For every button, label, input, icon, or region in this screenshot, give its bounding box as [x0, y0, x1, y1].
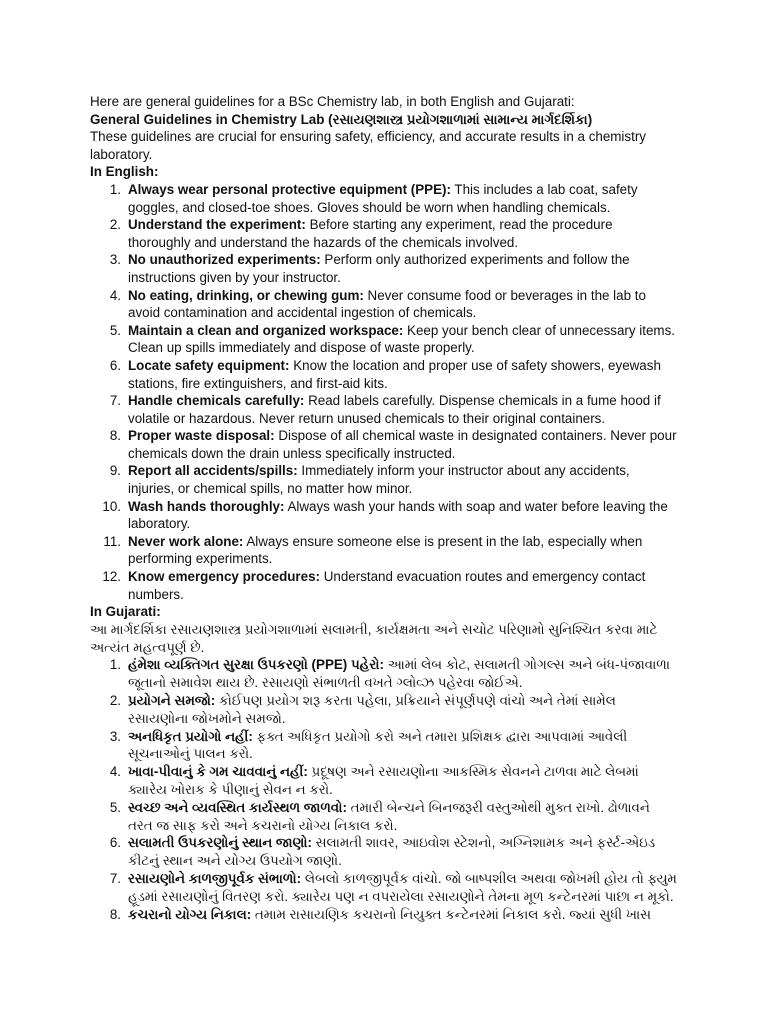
english-list-item [90, 533, 678, 568]
item-number: 5. [109, 799, 121, 815]
english-list-item [90, 357, 678, 392]
english-guidelines-list [90, 181, 678, 603]
gujarati-list-item [90, 728, 678, 764]
item-heading: Never work alone: [128, 533, 244, 549]
item-number: 6. [109, 835, 121, 851]
item-heading: Handle chemicals carefully: [128, 393, 305, 409]
english-heading: In English: [90, 164, 159, 180]
gujarati-list-item [90, 799, 678, 835]
item-heading: Locate safety equipment: [128, 357, 290, 373]
item-heading: No eating, drinking, or chewing gum: [128, 287, 364, 303]
item-heading: Always wear personal protective equipment (PPE): [128, 181, 451, 197]
english-list-item [90, 498, 678, 533]
item-number: 5. [109, 322, 121, 338]
item-text: Know the location and proper use of safety showers, eyewash stations, fire extinguishers, and first-aid kits. [128, 357, 661, 391]
item-number: 9. [109, 463, 121, 479]
gujarati-list-item [90, 906, 678, 924]
gujarati-intro-text: આ માર્ગદર્શિકા રસાયણશાસ્ત્ર પ્રયોગશાળામાં સલામતી, કાર્યક્ષમતા અને સચોટ પરિણામો સુનિશ્ચિત કરવા માટે અત્યંત મહત્વપૂર્ણ છે. [90, 621, 658, 655]
item-text: Always wash your hands with soap and water before leaving the laboratory. [128, 498, 668, 532]
title-english: General Guidelines in Chemistry Lab [90, 111, 325, 127]
item-heading: No unauthorized experiments: [128, 252, 321, 268]
item-text: Dispose of all chemical waste in designated containers. Never pour chemicals down the drain unless specifically instructed. [128, 428, 677, 461]
item-heading: ખાવા-પીવાનું કે ગમ ચાવવાનું નહીં: [128, 764, 308, 780]
item-heading: રસાયણોને કાળજીપૂર્વક સંભાળો: [128, 870, 302, 886]
item-number: 7. [109, 870, 121, 886]
item-number: 11. [103, 533, 121, 549]
item-heading: સલામતી ઉપકરણોનું સ્થાન જાણો: [128, 835, 312, 851]
item-heading: કચરાનો યોગ્ય નિકાલ: [128, 906, 252, 922]
document-title [90, 111, 678, 129]
item-number: 10. [102, 498, 121, 514]
item-number: 3. [109, 252, 121, 268]
item-heading: સ્વચ્છ અને વ્યવસ્થિત કાર્યસ્થળ જાળવો: [128, 799, 347, 815]
gujarati-list-item [90, 656, 678, 692]
title-gujarati: (રસાયણશાસ્ત્ર પ્રયોગશાળામાં સામાન્ય માર્ગદર્શિકા) [328, 111, 593, 127]
item-text: પ્રદૂષણ અને રસાયણોના આકસ્મિક સેવનને ટાળવા માટે લેબમાં ક્યારેય ખોરાક કે પીણાનું સેવન ન કરો. [128, 764, 639, 797]
description-text: These guidelines are crucial for ensuring safety, efficiency, and accurate results in a chemistry laboratory. [90, 129, 646, 162]
gujarati-guidelines-list [90, 656, 678, 923]
item-number: 7. [109, 393, 121, 409]
item-number: 8. [109, 906, 121, 922]
item-text: સલામતી શાવર, આઇવોશ સ્ટેશનો, અગ્નિશામક અને ફર્સ્ટ-એઇડ કીટનું સ્થાન અને યોગ્ય ઉપયોગ જાણો. [128, 835, 656, 869]
item-number: 2. [109, 693, 121, 708]
item-number: 6. [109, 357, 121, 373]
item-heading: અનધિકૃત પ્રયોગો નહીં: [128, 728, 253, 744]
english-list-item [90, 251, 678, 286]
item-text: આમાં લેબ કોટ, સલામતી ગોગલ્સ અને બંધ-પંજાવાળા જૂતાનો સમાવેશ થાય છે. રસાયણો સંભાળતી વખતે ગ્લોવ્ઝ પહેરવા જોઈએ. [128, 657, 670, 691]
item-text: લેબલો કાળજીપૂર્વક વાંચો. જો બાષ્પશીલ અથવા જોખમી હોય તો ફ્યુમ હૂડમાં રસાયણોનું વિતરણ કરો. ક્યારેય પણ ન વપરાયેલા રસાયણોને તેમના મૂળ કન્ટેનરમાં પાછા ન મૂકો. [128, 870, 677, 904]
gujarati-list-item [90, 763, 678, 799]
english-list-item [90, 181, 678, 216]
item-text: તમારી બેન્ચને બિનજરૂરી વસ્તુઓથી મુક્ત રાખો. ઢોળાવને તરત જ સાફ કરો અને કચરાનો યોગ્ય નિકાલ કરો. [128, 799, 650, 833]
english-list-item [90, 392, 678, 427]
item-text: Always ensure someone else is present in the lab, especially when performing experiments. [128, 533, 643, 567]
item-text: Before starting any experiment, read the procedure thoroughly and understand the hazards of the chemicals involved. [128, 217, 613, 250]
item-heading: Understand the experiment: [128, 217, 306, 233]
gujarati-list-item [90, 692, 678, 728]
item-heading: હંમેશા વ્યક્તિગત સુરક્ષા ઉપકરણો (PPE) પહેરો: [128, 657, 384, 673]
item-text: તમામ રાસાયણિક કચરાનો નિયુક્ત કન્ટેનરમાં નિકાલ કરો. જ્યાં સુધી ખાસ [251, 906, 651, 922]
english-list-item [90, 322, 678, 357]
item-number: 1. [109, 657, 121, 673]
item-text: ફક્ત અધિકૃત પ્રયોગો કરો અને તમારા પ્રશિક્ષક દ્વારા આપવામાં આવેલી સૂચનાઓનું પાલન કરો. [128, 728, 628, 762]
english-list-item [90, 427, 678, 462]
english-list-item [90, 568, 678, 603]
item-number: 4. [109, 764, 121, 780]
item-number: 3. [109, 728, 121, 744]
item-text: This includes a lab coat, safety goggles, and closed-toe shoes. Gloves should be worn when handling chemicals. [128, 181, 638, 215]
item-number: 4. [109, 287, 121, 303]
item-heading: Report all accidents/spills: [128, 463, 298, 479]
item-text: Immediately inform your instructor about any accidents, injuries, or chemical spills, no matter how minor. [128, 463, 630, 497]
english-list-item [90, 287, 678, 322]
item-heading: Proper waste disposal: [128, 428, 275, 444]
gujarati-list-item [90, 834, 678, 870]
item-heading: Wash hands thoroughly: [128, 498, 285, 514]
item-heading: Maintain a clean and organized workspace: [128, 322, 404, 338]
item-text: Keep your bench clear of unnecessary items. Clean up spills immediately and dispose of waste properly. [128, 322, 676, 356]
item-text: Read labels carefully. Dispense chemicals in a fume hood if volatile or hazardous. Never return unused chemicals to their original containers. [128, 393, 661, 426]
item-text: કોઈપણ પ્રયોગ શરૂ કરતા પહેલા, પ્રક્રિયાને સંપૂર્ણપણે વાંચો અને તેમાં સામેલ રસાયણોના જોખમોને સમજો. [128, 693, 616, 726]
item-text: Understand evacuation routes and emergency contact numbers. [128, 569, 646, 602]
gujarati-list-item [90, 870, 678, 906]
item-heading: પ્રયોગને સમજો: [128, 693, 216, 708]
item-number: 12. [102, 569, 121, 585]
item-heading: Know emergency procedures: [128, 569, 320, 585]
gujarati-heading: In Gujarati: [90, 604, 161, 620]
item-number: 1. [109, 181, 121, 197]
item-text: Never consume food or beverages in the lab to avoid contamination and accidental ingestion of chemicals. [128, 287, 646, 321]
english-list-item [90, 216, 678, 251]
intro-text: Here are general guidelines for a BSc Chemistry lab, in both English and Gujarati: [90, 94, 575, 109]
item-text: Perform only authorized experiments and follow the instructions given by your instructor. [128, 252, 630, 285]
item-number: 2. [109, 217, 121, 233]
item-number: 8. [109, 428, 121, 444]
english-list-item [90, 462, 678, 497]
